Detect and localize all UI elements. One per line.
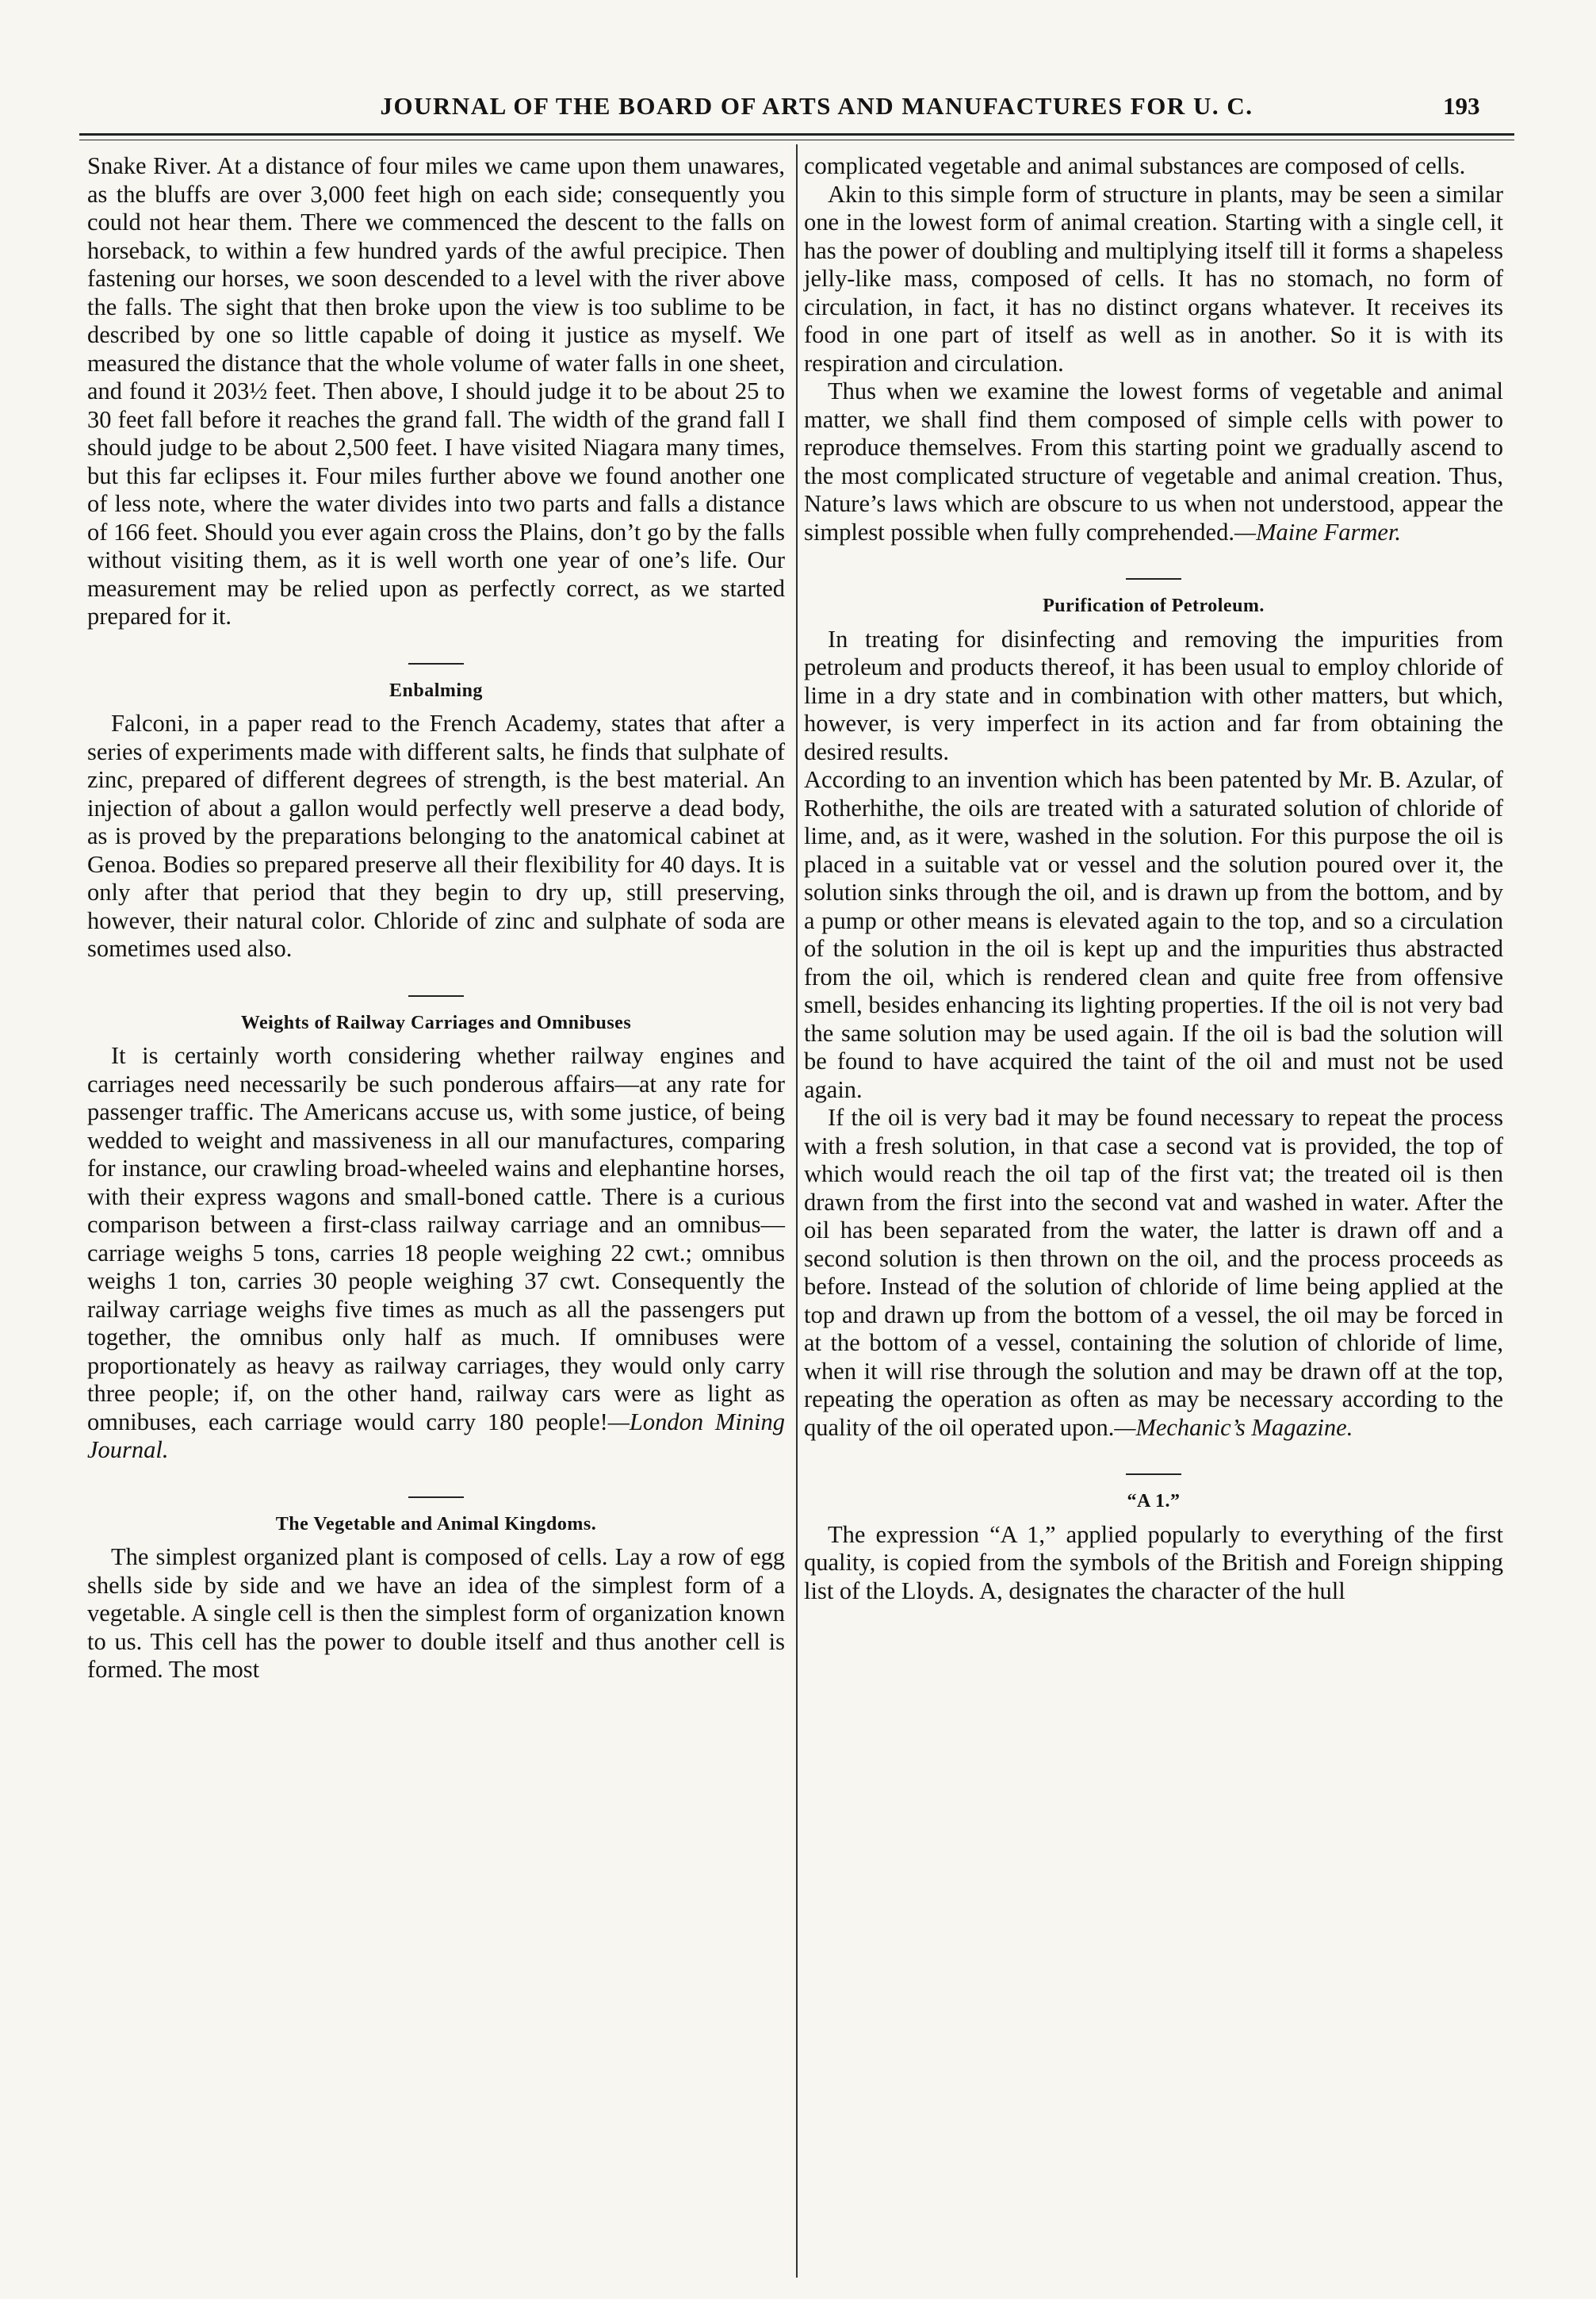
- railway-body: [87, 1042, 785, 1465]
- petroleum-paragraph-3-text: If the oil is very bad it may be found necessary to repeat the process with a fresh solution, in that case a second vat is provided, the top of which would reach the oil tap of the first vat; the treated oil is then drawn from the first into the second vat and washed in water. After the oil has been separated from the water, the latter is drawn off and a second solution is then thrown on the oil, and the process proceeds as before. Instead of the solution of chloride of lime being applied at the top and drawn up from the bottom of a vessel, the oil may be forced in at the bottom of a vessel, containing the solution of chloride of lime, when it will rise through the solution and may be drawn off at the top, repeating the operation as often as may be necessary according to the quality of the oil operated upon.: [804, 1104, 1503, 1441]
- running-head: JOURNAL OF THE BOARD OF ARTS AND MANUFACTURES FOR U. C.: [380, 92, 1253, 120]
- petroleum-paragraph-1: In treating for disinfecting and removing the impurities from petroleum and products thereof, it has been usual to employ chloride of lime in a dry state and in combination with other matters, but which, however, is very imperfect in its action and far from obtaining the desired results.: [804, 625, 1503, 765]
- section-divider: [408, 663, 464, 665]
- petroleum-paragraph-3: [804, 1104, 1503, 1442]
- petroleum-paragraph-2: According to an invention which has been patented by Mr. B. Azular, of Rotherhithe, the oils are treated with a saturated solution of chloride of lime, and, as it were, washed in the solution. For this purpose the oil is placed in a suitable vat or vessel and the solution poured over it, the solution sinks through the oil, and is drawn up from the bottom, and by a pump or other means is elevated again to the top, and so a circulation of the solution in the oil is kept up and the impurities thus abstracted from the oil, which is rendered clean and quite free from offensive smell, besides enhancing its lighting properties. If the oil is not very bad the same solution may be used again. If the oil is bad the solution will be found to have acquired the taint of the oil and must not be used again.: [804, 766, 1503, 1103]
- section-divider: [408, 995, 464, 997]
- page-number: 193: [1443, 92, 1480, 120]
- embalming-body: Falconi, in a paper read to the French Academy, states that after a series of experiments made with different salts, he finds that sulphate of zinc, prepared of different degrees of strength, is the best material. An injection of about a gallon would perfectly well preserve a dead body, as is proved by the preparations belonging to the anatomical cabinet at Genoa. Bodies so prepared preserve all their flexibility for 40 days. It is only after that period that they begin to dry up, still preserving, however, their natural color. Chloride of zinc and sulphate of soda are sometimes used also.: [87, 710, 785, 962]
- kingdoms-continued: complicated vegetable and animal substances are composed of cells.: [804, 152, 1466, 179]
- embalming-heading: Enbalming: [389, 680, 483, 701]
- section-divider: [1126, 578, 1181, 580]
- kingdoms-body: The simplest organized plant is composed of cells. Lay a row of egg shells side by side and we have an idea of the simplest form of a vegetable. A single cell is then the simplest form of organization known to us. This cell has the power to double itself and thus another cell is formed. The most: [87, 1543, 785, 1683]
- a1-body: The expression “A 1,” applied popularly to everything of the first quality, is copied from the symbols of the British and Foreign shipping list of the Lloyds. A, designates the character of the hull: [804, 1520, 1503, 1604]
- petroleum-heading: Purification of Petroleum.: [1043, 596, 1265, 616]
- a1-heading: “A 1.”: [1127, 1491, 1181, 1512]
- railway-heading: Weights of Railway Carriages and Omnibuses: [240, 1012, 632, 1033]
- column-divider: [796, 144, 798, 2278]
- right-column: [804, 152, 1503, 1605]
- kingdoms-paragraph-3: [804, 377, 1503, 546]
- section-divider: [408, 1496, 464, 1498]
- petroleum-source: —Mechanic’s Magazine.: [1114, 1413, 1353, 1441]
- kingdoms-heading: The Vegetable and Animal Kingdoms.: [275, 1513, 597, 1535]
- section-divider: [1126, 1473, 1181, 1475]
- railway-body-text: It is certainly worth considering whether railway engines and carriages need necessarily be such ponderous affairs—at any rate for passenger traffic. The Americans accuse us, with some justice, of being wedded to weight and massiveness in all our manufactures, comparing for instance, our crawling broad-wheeled wains and elephantine horses, with their express wagons and small-boned cattle. There is a curious comparison between a first-class railway carriage and an omnibus—carriage weighs 5 tons, carries 18 people weighing 22 cwt.; omnibus weighs 1 ton, carries 30 people weighing 37 cwt. Consequently the railway carriage weighs five times as much as all the passengers put together, the omnibus only half as much. If omnibuses were proportionately as heavy as railway carriages, they would only carry three people; if, on the other hand, railway cars were as light as omnibuses, each carriage would carry 180 people!: [87, 1042, 785, 1435]
- left-column: [87, 152, 785, 1684]
- kingdoms-source: —Maine Farmer.: [1234, 518, 1402, 546]
- railway-source: —London Mining Journal.: [87, 1408, 785, 1463]
- kingdoms-paragraph-3-text: Thus when we examine the lowest forms of vegetable and animal matter, we shall find them composed of simple cells with power to reproduce themselves. From this starting point we gradually ascend to the most complicated structure of vegetable and animal creation. Thus, Nature’s laws which are obscure to us when not understood, appear the simplest possible when fully comprehended.: [804, 377, 1503, 546]
- snake-river-paragraph: Snake River. At a distance of four miles we came upon them unawares, as the bluffs are over 3,000 feet high on each side; consequently you could not hear them. There we commenced the descent to the falls on horseback, to within a few hundred yards of the awful precipice. Then fastening our horses, we soon descended to a level with the river above the falls. The sight that then broke upon the view is too sublime to be described by one so little capable of doing it justice as myself. We measured the distance that the whole volume of water falls in one sheet, and found it 203½ feet. Then above, I should judge it to be about 25 to 30 feet fall before it reaches the grand fall. The width of the grand fall I should judge to be about 2,500 feet. I have visited Niagara many times, but this far eclipses it. Four miles further above we found another one of less note, where the water divides into two parts and falls a distance of 166 feet. Should you ever again cross the Plains, don’t go by the falls without visiting them, as it is well worth one year of one’s life. Our measurement may be relied upon as perfectly correct, as we started prepared for it.: [87, 152, 785, 630]
- kingdoms-paragraph-2: Akin to this simple form of structure in plants, may be seen a similar one in the lowest form of animal creation. Starting with a single cell, it has the power of doubling and multiplying itself till it forms a shapeless jelly-like mass, composed of cells. It has no stomach, no form of circulation, in fact, it has no distinct organs whatever. It receives its food in one part of itself as well as in another. So it is with its respiration and circulation.: [804, 180, 1503, 377]
- header-rule: [79, 133, 1514, 136]
